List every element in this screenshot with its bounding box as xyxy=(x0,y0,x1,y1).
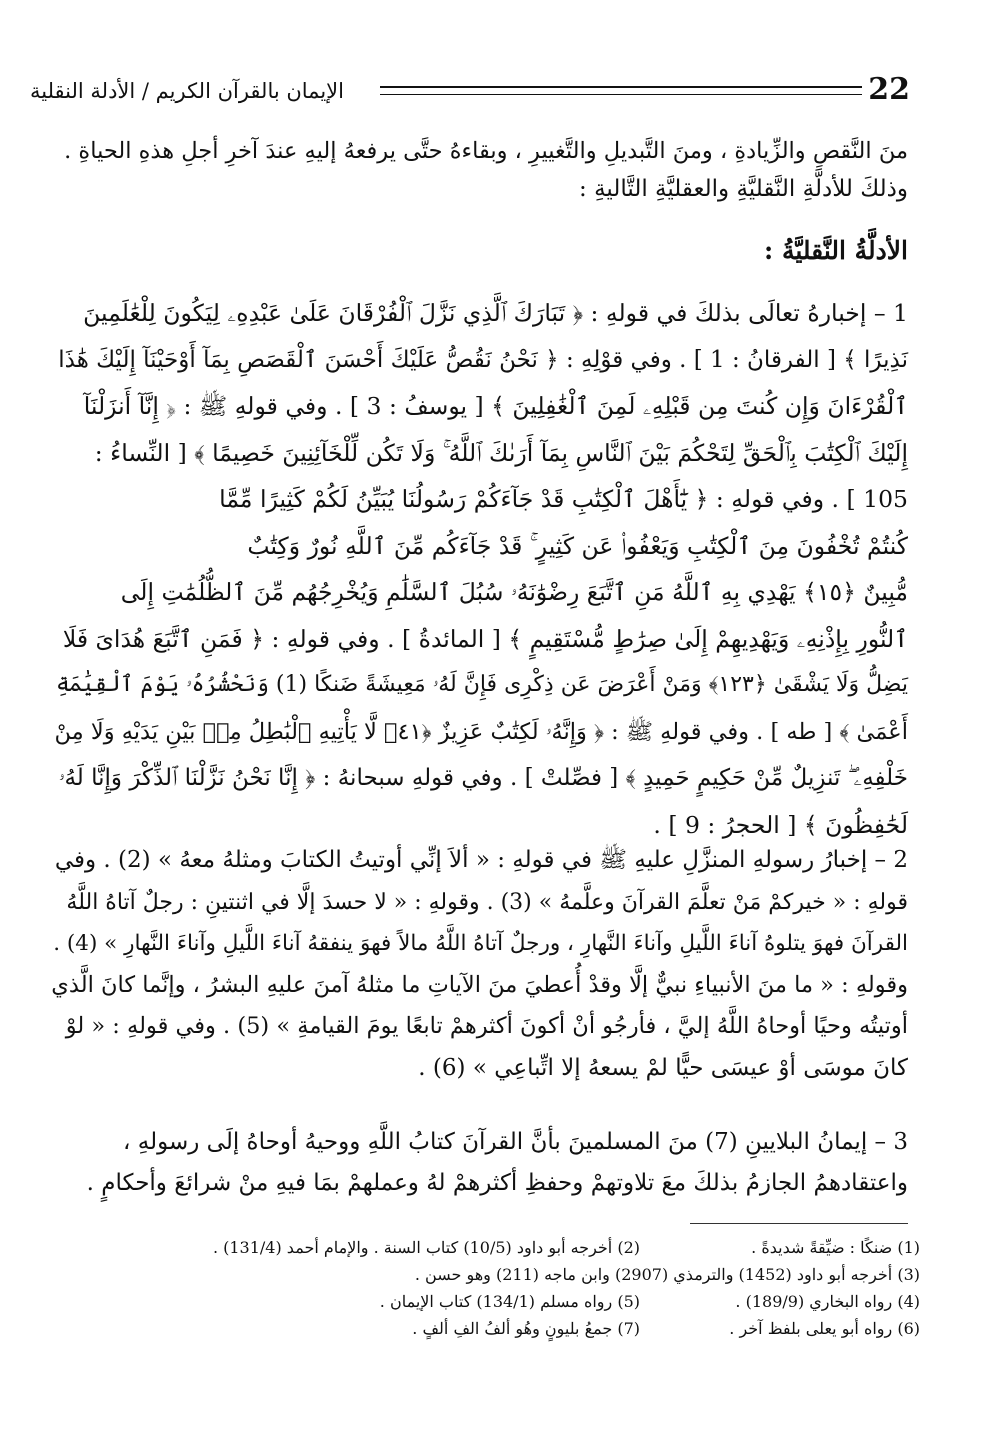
paragraph-line: نَذِيرًا ﴾ [ الفرقانُ : 1 ] . وفي قوْلِهِ : ﴿ نَحْنُ نَقُصُّ عَلَيْكَ أَحْسَنَ ٱلْقَصَصِ بِمَآ أَوْحَيْنَآ إِلَيْكَ هَٰذَا xyxy=(58,346,908,373)
footnotes xyxy=(60,1234,920,1342)
footnote-1: (1) ضنكًا : ضيِّقةً شديدةً . xyxy=(751,1238,920,1257)
paragraph-line: لَحَٰفِظُونَ ﴾ [ الحجرُ : 9 ] . xyxy=(653,810,908,839)
page-number: 22 xyxy=(868,72,910,107)
paragraph-line: مُّبِينٌ ﴿١٥﴾ يَهْدِي بِهِ ٱللَّهُ مَنِ ٱتَّبَعَ رِضْوَٰنَهُۥ سُبُلَ ٱلسَّلَٰمِ وَيُخْرِجُهُم مِّنَ ٱلظُّلُمَٰتِ إِلَى xyxy=(120,578,908,606)
paragraph-line: إِلَيْكَ ٱلْكِتَٰبَ بِٱلْحَقِّ لِتَحْكُمَ بَيْنَ ٱلنَّاسِ بِمَآ أَرَىٰكَ ٱللَّهُ ۚ وَلَا تَكُن لِّلْخَآئِنِينَ خَصِيمًا ﴾ [ النِّساءُ : xyxy=(94,438,908,467)
footnote-row xyxy=(60,1288,920,1315)
footnote-5: (5) رواه مسلم (134/1) كتاب الإيمان . xyxy=(379,1292,640,1311)
page-header xyxy=(30,72,910,112)
paragraph-line: واعتقادهمُ الجازمُ بذلكَ معَ تلاوتهمْ وحفظِ أكثرهمْ لهُ وعملهمْ بمَا فيهِ منْ شرائعَ وأحكامٍ . xyxy=(86,1170,908,1196)
paragraph-line: 105 ] . وفي قولهِ : ﴿ يَٰٓأَهْلَ ٱلْكِتَٰبِ قَدْ جَآءَكُمْ رَسُولُنَا يُبَيِّنُ لَكُمْ كَثِيرًا مِّمَّا xyxy=(219,485,908,513)
section-title: الأدلَّةُ النَّقليَّةُ : xyxy=(764,236,908,265)
footnote-rule xyxy=(690,1223,908,1224)
footnote-7: (7) جمعُ بليونٍ وهُو ألفُ الفِ ألفٍ . xyxy=(412,1319,640,1338)
paragraph-line: ٱلنُّورِ بِإِذْنِهِۦ وَيَهْدِيهِمْ إِلَىٰ صِرَٰطٍ مُّسْتَقِيمٍ ﴾ [ المائدةُ ] . وفي قولهِ : ﴿ فَمَنِ ٱتَّبَعَ هُدَاىَ فَلَا xyxy=(62,624,908,653)
intro-line: منَ النَّقصِ والزِّيادةِ ، ومنَ التَّبديلِ والتَّغييرِ ، وبقاءهُ حتَّى يرفعهُ إليهِ عندَ آخرِ أجلِ هذهِ الحياةِ . xyxy=(64,138,908,164)
intro-line: وذلكَ للأدلَّةِ النَّقليَّةِ والعقليَّةِ التَّاليةِ : xyxy=(579,176,908,202)
paragraph-line: القرآنَ فهوَ يتلوهُ آناءَ اللَّيلِ وآناءَ النَّهارِ ، ورجلٌ آتاهُ اللَّهُ مالاً فهوَ ينفقهُ آناءَ اللَّيلِ وآناءَ النَّهارِ » (4) . xyxy=(53,931,908,956)
paragraph-line: 1 – إخبارهُ تعالَى بذلكَ في قولهِ : ﴿ تَبَارَكَ ٱلَّذِي نَزَّلَ ٱلْفُرْقَانَ عَلَىٰ عَبْدِهِۦ لِيَكُونَ لِلْعَٰلَمِينَ xyxy=(83,299,908,327)
header-rule xyxy=(380,86,862,95)
running-title xyxy=(30,74,380,108)
paragraph-line: 2 – إخبارُ رسولهِ المنزَّلِ عليهِ ﷺ في قولهِ : « ألاَ إنِّي أوتيتُ الكتابَ ومثلهُ معهُ » (2) . وفي xyxy=(54,847,908,873)
footnote-3: (3) أخرجه أبو داود (1452) والترمذي (2907) وابن ماجه (211) وهو حسن . xyxy=(414,1265,920,1284)
paragraph-line: أوتيتُه وحيًا أوحاهُ اللَّهُ إليَّ ، فأرجُو أنْ أكونَ أكثرهمْ تابعًا يومَ القيامةِ » (5) . وفي قولهِ : « لوْ xyxy=(65,1013,908,1039)
paragraph-line: كُنتُمْ تُخْفُونَ مِنَ ٱلْكِتَٰبِ وَيَعْفُوا۟ عَن كَثِيرٍ ۚ قَدْ جَآءَكُم مِّنَ ٱللَّهِ نُورٌ وَكِتَٰبٌ xyxy=(247,531,908,560)
paragraph-line: 3 – إيمانُ البلايينِ (7) منَ المسلمينَ بأنَّ القرآنَ كتابُ اللَّهِ ووحيهُ أوحاهُ إلَى رسولهِ ، xyxy=(123,1129,908,1155)
paragraph-muslims-belief xyxy=(50,1122,908,1204)
paragraph-line: قولهِ : « خيركمْ مَنْ تعلَّمَ القرآنَ وعلَّمهُ » (3) . وقولهِ : « لا حسدَ إلَّا في اثنتينِ : رجلٌ آتاهُ اللَّهُ xyxy=(66,889,908,915)
paragraph-line: أَعْمَىٰ ﴾ [ طه ] . وفي قولهِ ﷺ : ﴿ وَإِنَّهُۥ لَكِتَٰبٌ عَزِيزٌ ﴿٤١﴾ لَّا يَأْتِيهِ ٱلْبَٰطِلُ مِنۢ بَيْنِ يَدَيْهِ وَلَا مِنْ xyxy=(54,718,908,745)
footnote-2: (2) أخرجه أبو داود (10/5) كتاب السنة . والإمام أحمد (131/4) . xyxy=(212,1238,640,1257)
paragraph-line: ٱلْقُرْءَانَ وَإِن كُنتَ مِن قَبْلِهِۦ لَمِنَ ٱلْغَٰفِلِينَ ﴾ [ يوسفُ : 3 ] . وفي قولهِ ﷺ : ﴿ إِنَّآ أَنزَلْنَآ xyxy=(83,392,908,420)
paragraph-line: خَلْفِهِۦ ۖ تَنزِيلٌ مِّنْ حَكِيمٍ حَمِيدٍ ﴾ [ فصِّلتْ ] . وفي قولهِ سبحانهُ : ﴿ إِنَّا نَحْنُ نَزَّلْنَا ٱلذِّكْرَ وَإِنَّا لَهُۥ xyxy=(58,765,908,791)
paragraph-line: يَضِلُّ وَلَا يَشْقَىٰ ﴿١٢٣﴾ وَمَنْ أَعْرَضَ عَن ذِكْرِى فَإِنَّ لَهُۥ مَعِيشَةً ضَنكًا (1) وَنَحْشُرُهُۥ يَوْمَ ٱلْقِيَٰمَةِ xyxy=(56,672,908,697)
footnote-row xyxy=(60,1315,920,1342)
paragraph-line: كانَ موسَى أوْ عيسَى حيًّا لمْ يسعهُ إلا اتِّباعِي » (6) . xyxy=(418,1054,908,1081)
footnote-row xyxy=(60,1234,920,1261)
intro-paragraph xyxy=(50,132,908,208)
footnote-6: (6) رواه أبو يعلى بلفظ آخر . xyxy=(729,1319,920,1338)
footnote-4: (4) رواه البخاري (189/9) . xyxy=(735,1292,920,1311)
paragraph-hadith-evidence xyxy=(50,840,908,1089)
paragraph-line: وقولهِ : « ما منَ الأنبياءِ نبيٌّ إلَّا وقدْ أُعطيَ منَ الآياتِ ما مثلهُ آمنَ عليهِ البشرُ ، وإنَّما كانَ الَّذي xyxy=(51,971,908,998)
footnote-row xyxy=(60,1261,920,1288)
paragraph-quranic-evidence xyxy=(50,290,908,848)
running-title-text: الإيمان بالقرآن الكريم / الأدلة النقلية xyxy=(30,79,344,103)
